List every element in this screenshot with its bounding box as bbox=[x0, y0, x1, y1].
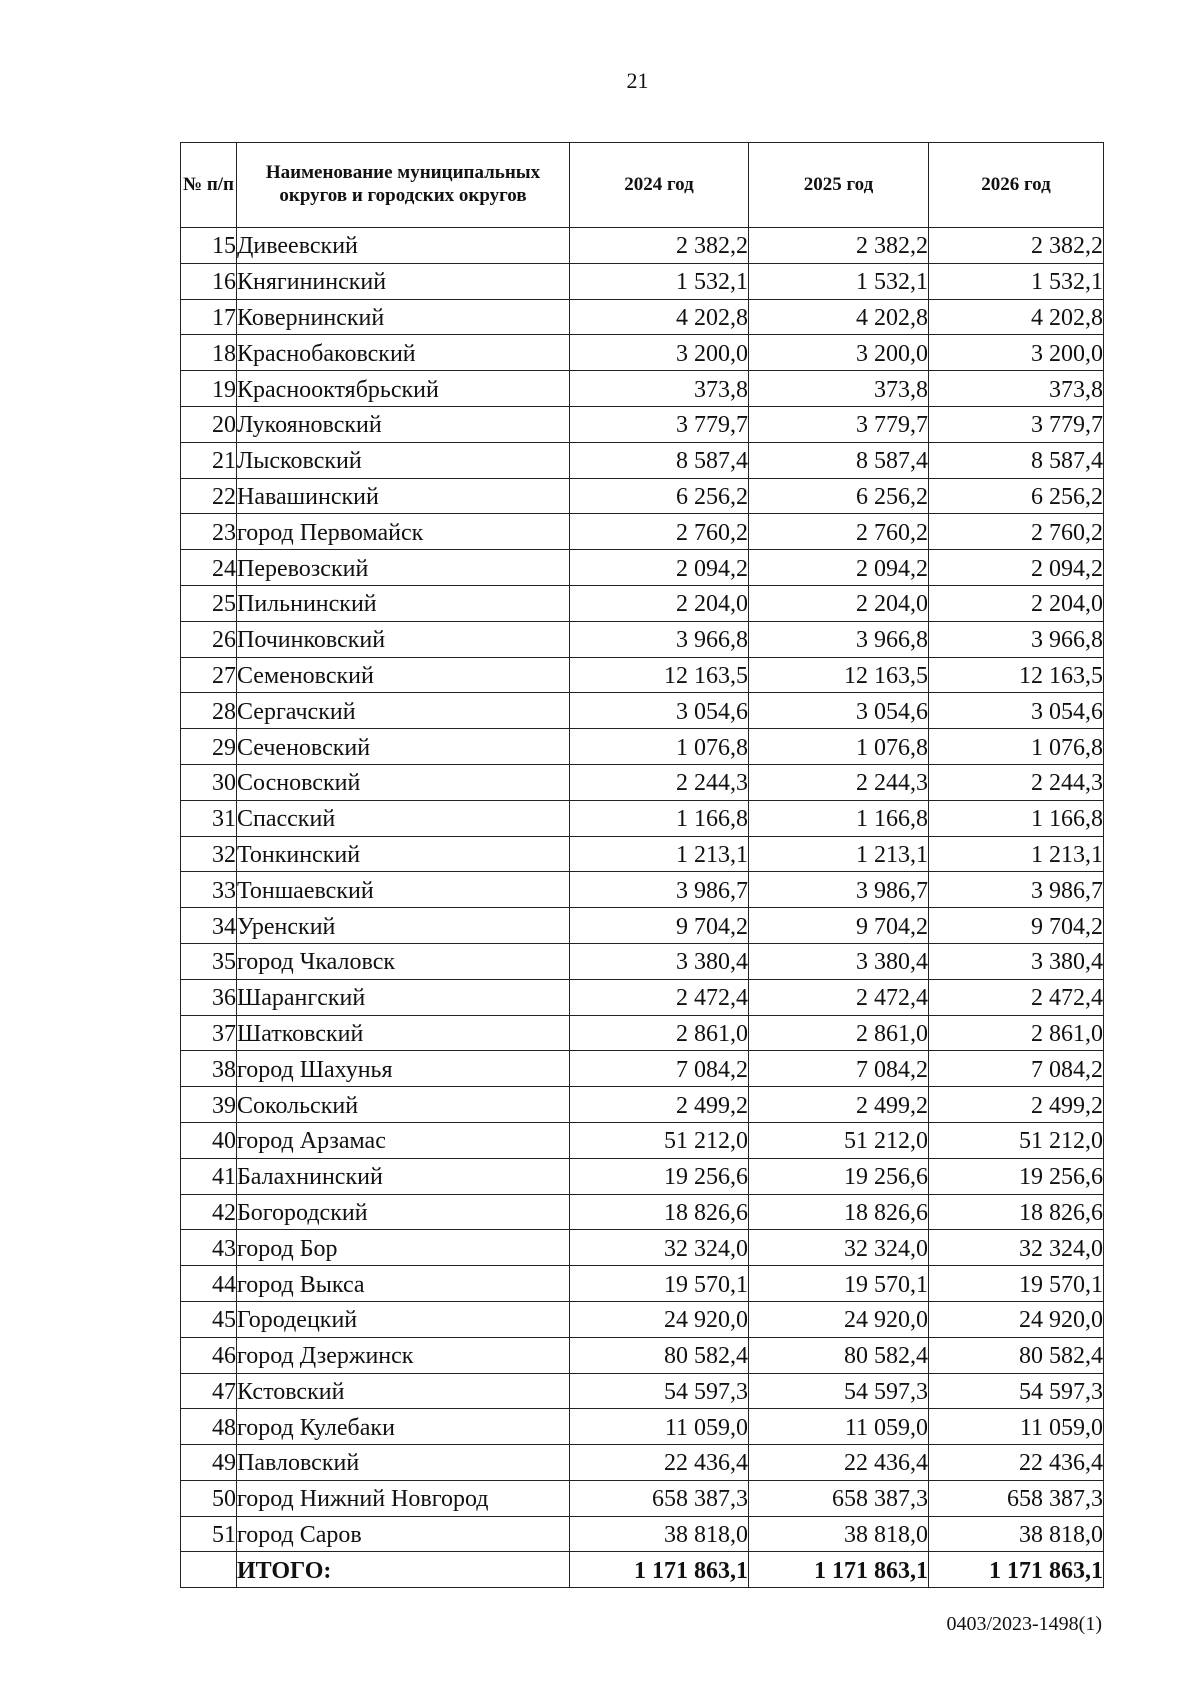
district-name: Перевозский bbox=[237, 550, 570, 586]
district-name: Богородский bbox=[237, 1194, 570, 1230]
value-2024: 6 256,2 bbox=[570, 478, 749, 514]
table-row bbox=[181, 1015, 1104, 1051]
district-name: Городецкий bbox=[237, 1301, 570, 1337]
value-2026: 1 532,1 bbox=[929, 263, 1104, 299]
value-2025: 9 704,2 bbox=[749, 908, 929, 944]
value-2025: 1 213,1 bbox=[749, 836, 929, 872]
value-2026: 3 380,4 bbox=[929, 943, 1104, 979]
value-2024: 24 920,0 bbox=[570, 1301, 749, 1337]
value-2026: 24 920,0 bbox=[929, 1301, 1104, 1337]
district-name: город Первомайск bbox=[237, 514, 570, 550]
value-2026: 8 587,4 bbox=[929, 442, 1104, 478]
header-2024: 2024 год bbox=[570, 143, 749, 228]
value-2026: 3 779,7 bbox=[929, 406, 1104, 442]
table-row bbox=[181, 657, 1104, 693]
header-2026: 2026 год bbox=[929, 143, 1104, 228]
value-2026: 3 054,6 bbox=[929, 693, 1104, 729]
value-2026: 12 163,5 bbox=[929, 657, 1104, 693]
row-number: 17 bbox=[181, 299, 237, 335]
row-number: 49 bbox=[181, 1445, 237, 1481]
value-2025: 3 054,6 bbox=[749, 693, 929, 729]
value-2024: 1 213,1 bbox=[570, 836, 749, 872]
value-2024: 3 200,0 bbox=[570, 335, 749, 371]
value-2024: 2 499,2 bbox=[570, 1087, 749, 1123]
value-2024: 2 861,0 bbox=[570, 1015, 749, 1051]
value-2024: 1 166,8 bbox=[570, 800, 749, 836]
table-row bbox=[181, 1301, 1104, 1337]
district-name: Спасский bbox=[237, 800, 570, 836]
district-name: город Арзамас bbox=[237, 1122, 570, 1158]
value-2024: 2 382,2 bbox=[570, 228, 749, 264]
value-2025: 1 166,8 bbox=[749, 800, 929, 836]
value-2024: 2 204,0 bbox=[570, 585, 749, 621]
value-2024: 373,8 bbox=[570, 371, 749, 407]
table-row bbox=[181, 872, 1104, 908]
header-name: Наименование муниципальных округов и городских округов bbox=[237, 143, 570, 228]
district-name: город Нижний Новгород bbox=[237, 1480, 570, 1516]
value-2025: 32 324,0 bbox=[749, 1230, 929, 1266]
row-number: 35 bbox=[181, 943, 237, 979]
value-2026: 3 966,8 bbox=[929, 621, 1104, 657]
value-2025: 1 532,1 bbox=[749, 263, 929, 299]
row-number: 25 bbox=[181, 585, 237, 621]
district-name: город Выкса bbox=[237, 1266, 570, 1302]
row-number: 33 bbox=[181, 872, 237, 908]
value-2026: 19 256,6 bbox=[929, 1158, 1104, 1194]
table-row bbox=[181, 585, 1104, 621]
row-number: 21 bbox=[181, 442, 237, 478]
table-row bbox=[181, 406, 1104, 442]
district-name: Сосновский bbox=[237, 764, 570, 800]
row-number: 50 bbox=[181, 1480, 237, 1516]
district-name: Краснооктябрьский bbox=[237, 371, 570, 407]
row-number: 48 bbox=[181, 1409, 237, 1445]
value-2024: 658 387,3 bbox=[570, 1480, 749, 1516]
table-row bbox=[181, 335, 1104, 371]
table-body bbox=[181, 228, 1104, 1588]
value-2024: 2 472,4 bbox=[570, 979, 749, 1015]
value-2024: 1 532,1 bbox=[570, 263, 749, 299]
value-2026: 7 084,2 bbox=[929, 1051, 1104, 1087]
district-name: Балахнинский bbox=[237, 1158, 570, 1194]
value-2026: 373,8 bbox=[929, 371, 1104, 407]
district-name: Сеченовский bbox=[237, 729, 570, 765]
table-row bbox=[181, 693, 1104, 729]
value-2025: 3 380,4 bbox=[749, 943, 929, 979]
value-2026: 2 861,0 bbox=[929, 1015, 1104, 1051]
value-2025: 2 204,0 bbox=[749, 585, 929, 621]
value-2026: 32 324,0 bbox=[929, 1230, 1104, 1266]
value-2025: 3 779,7 bbox=[749, 406, 929, 442]
row-number: 42 bbox=[181, 1194, 237, 1230]
row-number: 24 bbox=[181, 550, 237, 586]
value-2026: 2 244,3 bbox=[929, 764, 1104, 800]
table-row bbox=[181, 908, 1104, 944]
value-2026: 11 059,0 bbox=[929, 1409, 1104, 1445]
district-name: Шарангский bbox=[237, 979, 570, 1015]
row-number: 28 bbox=[181, 693, 237, 729]
row-number: 26 bbox=[181, 621, 237, 657]
district-name: Дивеевский bbox=[237, 228, 570, 264]
row-number: 37 bbox=[181, 1015, 237, 1051]
district-name: Уренский bbox=[237, 908, 570, 944]
value-2024: 51 212,0 bbox=[570, 1122, 749, 1158]
value-2024: 12 163,5 bbox=[570, 657, 749, 693]
value-2024: 19 256,6 bbox=[570, 1158, 749, 1194]
table-row bbox=[181, 1337, 1104, 1373]
value-2025: 24 920,0 bbox=[749, 1301, 929, 1337]
district-name: Тонкинский bbox=[237, 836, 570, 872]
value-2025: 7 084,2 bbox=[749, 1051, 929, 1087]
table-row bbox=[181, 1087, 1104, 1123]
table-row bbox=[181, 621, 1104, 657]
value-2024: 18 826,6 bbox=[570, 1194, 749, 1230]
table-row bbox=[181, 1051, 1104, 1087]
value-2025: 3 986,7 bbox=[749, 872, 929, 908]
table-row bbox=[181, 800, 1104, 836]
table-row bbox=[181, 550, 1104, 586]
value-2024: 22 436,4 bbox=[570, 1445, 749, 1481]
value-2026: 3 200,0 bbox=[929, 335, 1104, 371]
value-2025: 3 966,8 bbox=[749, 621, 929, 657]
district-name: Ковернинский bbox=[237, 299, 570, 335]
district-name: город Кулебаки bbox=[237, 1409, 570, 1445]
value-2025: 2 499,2 bbox=[749, 1087, 929, 1123]
value-2024: 38 818,0 bbox=[570, 1516, 749, 1552]
row-number: 32 bbox=[181, 836, 237, 872]
table-row bbox=[181, 836, 1104, 872]
row-number: 34 bbox=[181, 908, 237, 944]
row-number: 40 bbox=[181, 1122, 237, 1158]
value-2024: 7 084,2 bbox=[570, 1051, 749, 1087]
row-number: 45 bbox=[181, 1301, 237, 1337]
table-row bbox=[181, 1373, 1104, 1409]
row-number: 39 bbox=[181, 1087, 237, 1123]
row-number: 27 bbox=[181, 657, 237, 693]
table-row bbox=[181, 1516, 1104, 1552]
value-2024: 3 966,8 bbox=[570, 621, 749, 657]
value-2026: 2 472,4 bbox=[929, 979, 1104, 1015]
value-2024: 3 779,7 bbox=[570, 406, 749, 442]
value-2024: 4 202,8 bbox=[570, 299, 749, 335]
total-value-2024: 1 171 863,1 bbox=[570, 1552, 749, 1588]
table-row bbox=[181, 514, 1104, 550]
value-2026: 19 570,1 bbox=[929, 1266, 1104, 1302]
value-2025: 3 200,0 bbox=[749, 335, 929, 371]
value-2025: 1 076,8 bbox=[749, 729, 929, 765]
table-row bbox=[181, 1158, 1104, 1194]
value-2024: 3 054,6 bbox=[570, 693, 749, 729]
value-2025: 11 059,0 bbox=[749, 1409, 929, 1445]
value-2025: 19 570,1 bbox=[749, 1266, 929, 1302]
value-2024: 2 094,2 bbox=[570, 550, 749, 586]
value-2025: 4 202,8 bbox=[749, 299, 929, 335]
district-name: Тоншаевский bbox=[237, 872, 570, 908]
value-2025: 18 826,6 bbox=[749, 1194, 929, 1230]
row-number: 30 bbox=[181, 764, 237, 800]
value-2024: 2 760,2 bbox=[570, 514, 749, 550]
table-row bbox=[181, 1480, 1104, 1516]
table-row bbox=[181, 979, 1104, 1015]
value-2025: 2 472,4 bbox=[749, 979, 929, 1015]
value-2025: 2 382,2 bbox=[749, 228, 929, 264]
value-2024: 1 076,8 bbox=[570, 729, 749, 765]
value-2024: 3 380,4 bbox=[570, 943, 749, 979]
value-2025: 22 436,4 bbox=[749, 1445, 929, 1481]
value-2025: 12 163,5 bbox=[749, 657, 929, 693]
total-row-number bbox=[181, 1552, 237, 1588]
value-2026: 9 704,2 bbox=[929, 908, 1104, 944]
value-2026: 2 094,2 bbox=[929, 550, 1104, 586]
district-name: Навашинский bbox=[237, 478, 570, 514]
district-name: Кстовский bbox=[237, 1373, 570, 1409]
table-row bbox=[181, 478, 1104, 514]
value-2026: 22 436,4 bbox=[929, 1445, 1104, 1481]
value-2024: 11 059,0 bbox=[570, 1409, 749, 1445]
value-2026: 2 204,0 bbox=[929, 585, 1104, 621]
table-row bbox=[181, 371, 1104, 407]
district-name: Шатковский bbox=[237, 1015, 570, 1051]
table-row bbox=[181, 1230, 1104, 1266]
value-2026: 1 213,1 bbox=[929, 836, 1104, 872]
table-row bbox=[181, 442, 1104, 478]
page-number: 21 bbox=[626, 68, 649, 93]
value-2026: 18 826,6 bbox=[929, 1194, 1104, 1230]
row-number: 47 bbox=[181, 1373, 237, 1409]
value-2026: 6 256,2 bbox=[929, 478, 1104, 514]
value-2026: 51 212,0 bbox=[929, 1122, 1104, 1158]
value-2024: 9 704,2 bbox=[570, 908, 749, 944]
table-row bbox=[181, 263, 1104, 299]
district-name: Семеновский bbox=[237, 657, 570, 693]
row-number: 51 bbox=[181, 1516, 237, 1552]
value-2026: 54 597,3 bbox=[929, 1373, 1104, 1409]
row-number: 16 bbox=[181, 263, 237, 299]
district-name: Пильнинский bbox=[237, 585, 570, 621]
table-row bbox=[181, 1266, 1104, 1302]
total-row bbox=[181, 1552, 1104, 1588]
row-number: 44 bbox=[181, 1266, 237, 1302]
table-row bbox=[181, 1194, 1104, 1230]
value-2025: 38 818,0 bbox=[749, 1516, 929, 1552]
value-2025: 2 760,2 bbox=[749, 514, 929, 550]
table-row bbox=[181, 299, 1104, 335]
district-name: город Бор bbox=[237, 1230, 570, 1266]
value-2025: 373,8 bbox=[749, 371, 929, 407]
row-number: 36 bbox=[181, 979, 237, 1015]
row-number: 20 bbox=[181, 406, 237, 442]
row-number: 31 bbox=[181, 800, 237, 836]
value-2026: 2 760,2 bbox=[929, 514, 1104, 550]
district-name: город Саров bbox=[237, 1516, 570, 1552]
row-number: 46 bbox=[181, 1337, 237, 1373]
district-name: город Дзержинск bbox=[237, 1337, 570, 1373]
table-row bbox=[181, 1409, 1104, 1445]
value-2024: 2 244,3 bbox=[570, 764, 749, 800]
value-2026: 4 202,8 bbox=[929, 299, 1104, 335]
value-2025: 6 256,2 bbox=[749, 478, 929, 514]
value-2025: 51 212,0 bbox=[749, 1122, 929, 1158]
row-number: 38 bbox=[181, 1051, 237, 1087]
value-2024: 19 570,1 bbox=[570, 1266, 749, 1302]
value-2025: 80 582,4 bbox=[749, 1337, 929, 1373]
value-2024: 80 582,4 bbox=[570, 1337, 749, 1373]
value-2026: 1 076,8 bbox=[929, 729, 1104, 765]
row-number: 43 bbox=[181, 1230, 237, 1266]
value-2026: 658 387,3 bbox=[929, 1480, 1104, 1516]
total-value-2026: 1 171 863,1 bbox=[929, 1552, 1104, 1588]
total-district-name: ИТОГО: bbox=[237, 1552, 570, 1588]
row-number: 19 bbox=[181, 371, 237, 407]
value-2025: 2 244,3 bbox=[749, 764, 929, 800]
allocation-table bbox=[180, 142, 1104, 1588]
district-name: Лысковский bbox=[237, 442, 570, 478]
value-2024: 8 587,4 bbox=[570, 442, 749, 478]
district-name: Починковский bbox=[237, 621, 570, 657]
header-2025: 2025 год bbox=[749, 143, 929, 228]
value-2026: 80 582,4 bbox=[929, 1337, 1104, 1373]
value-2026: 3 986,7 bbox=[929, 872, 1104, 908]
table-row bbox=[181, 943, 1104, 979]
table-header-row bbox=[181, 143, 1104, 228]
row-number: 18 bbox=[181, 335, 237, 371]
district-name: город Чкаловск bbox=[237, 943, 570, 979]
district-name: Павловский bbox=[237, 1445, 570, 1481]
value-2025: 2 094,2 bbox=[749, 550, 929, 586]
value-2026: 38 818,0 bbox=[929, 1516, 1104, 1552]
document-code: 0403/2023-1498(1) bbox=[946, 1613, 1102, 1635]
value-2025: 658 387,3 bbox=[749, 1480, 929, 1516]
row-number: 29 bbox=[181, 729, 237, 765]
value-2025: 54 597,3 bbox=[749, 1373, 929, 1409]
district-name: Княгининский bbox=[237, 263, 570, 299]
district-name: город Шахунья bbox=[237, 1051, 570, 1087]
table-row bbox=[181, 1122, 1104, 1158]
row-number: 15 bbox=[181, 228, 237, 264]
table-row bbox=[181, 729, 1104, 765]
district-name: Сокольский bbox=[237, 1087, 570, 1123]
table-row bbox=[181, 764, 1104, 800]
row-number: 22 bbox=[181, 478, 237, 514]
value-2025: 8 587,4 bbox=[749, 442, 929, 478]
table-row bbox=[181, 1445, 1104, 1481]
value-2026: 2 499,2 bbox=[929, 1087, 1104, 1123]
value-2024: 54 597,3 bbox=[570, 1373, 749, 1409]
district-name: Лукояновский bbox=[237, 406, 570, 442]
value-2026: 2 382,2 bbox=[929, 228, 1104, 264]
value-2026: 1 166,8 bbox=[929, 800, 1104, 836]
value-2025: 2 861,0 bbox=[749, 1015, 929, 1051]
row-number: 23 bbox=[181, 514, 237, 550]
row-number: 41 bbox=[181, 1158, 237, 1194]
table-row bbox=[181, 228, 1104, 264]
total-value-2025: 1 171 863,1 bbox=[749, 1552, 929, 1588]
value-2024: 32 324,0 bbox=[570, 1230, 749, 1266]
header-num: № п/п bbox=[181, 143, 237, 228]
value-2025: 19 256,6 bbox=[749, 1158, 929, 1194]
value-2024: 3 986,7 bbox=[570, 872, 749, 908]
district-name: Краснобаковский bbox=[237, 335, 570, 371]
district-name: Сергачский bbox=[237, 693, 570, 729]
